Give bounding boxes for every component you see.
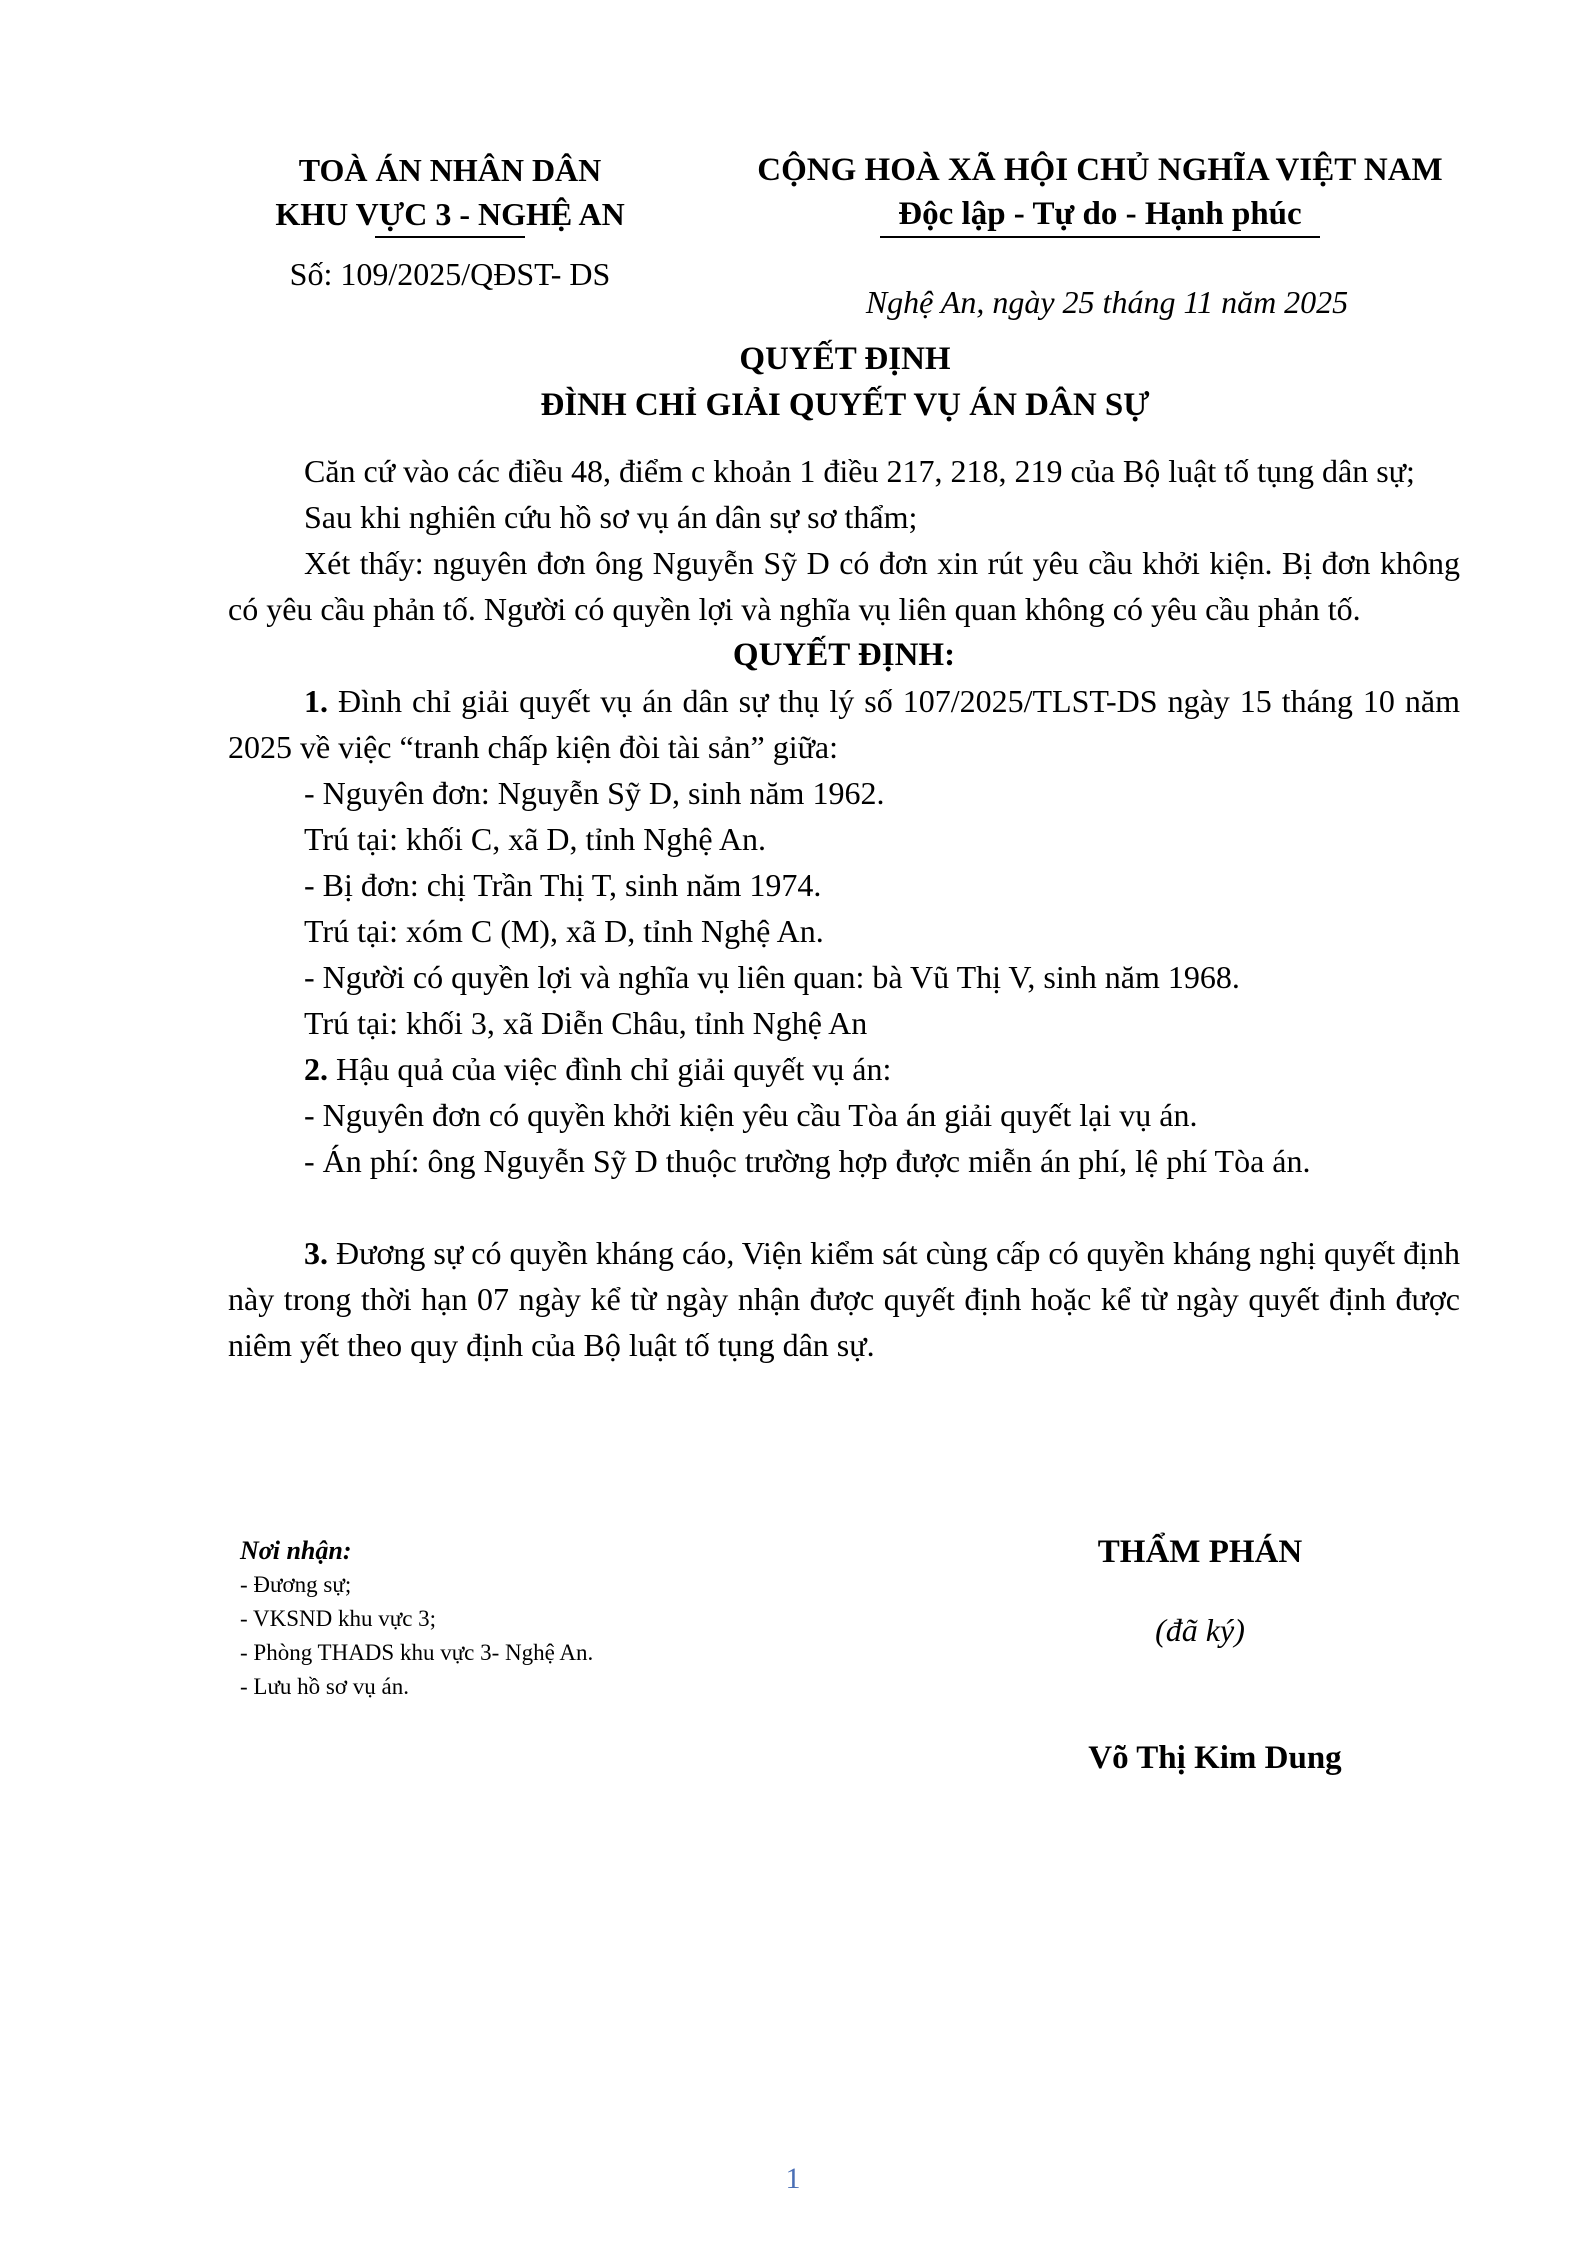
document-number: Số: 109/2025/QĐST- DS xyxy=(289,256,611,292)
item-2-text: Hậu quả của việc đình chỉ giải quyết vụ án: xyxy=(328,1051,892,1087)
defendant: - Bị đơn: chị Trần Thị T, sinh năm 1974. xyxy=(304,867,822,903)
nation-title: CỘNG HOÀ XÃ HỘI CHỦ NGHĨA VIỆT NAM xyxy=(757,152,1443,188)
document-body xyxy=(228,448,1460,1368)
title-line1: QUYẾT ĐỊNH xyxy=(739,341,951,377)
preamble-finding: Xét thấy: nguyên đơn ông Nguyễn Sỹ D có đơn xin rút yêu cầu khởi kiện. Bị đơn không có yêu cầu phản tố. Người có quyền lợi và nghĩa vụ liên quan không có yêu cầu phản tố. xyxy=(228,545,1460,627)
related-party: - Người có quyền lợi và nghĩa vụ liên quan: bà Vũ Thị V, sinh năm 1968. xyxy=(304,959,1240,995)
court-name-line1: TOÀ ÁN NHÂN DÂN xyxy=(298,152,602,188)
national-header xyxy=(725,148,1475,324)
signer-role: THẨM PHÁN xyxy=(1097,1534,1303,1570)
item-1-text: Đình chỉ giải quyết vụ án dân sự thụ lý số 107/2025/TLST-DS ngày 15 tháng 10 năm 2025 về việc “tranh chấp kiện đòi tài sản” giữa: xyxy=(228,683,1460,765)
national-motto: Độc lập - Tự do - Hạnh phúc xyxy=(898,196,1302,232)
court-header xyxy=(230,148,670,296)
item-1-number: 1. xyxy=(304,683,328,719)
preamble-legal-basis: Căn cứ vào các điều 48, điểm c khoản 1 điều 217, 218, 219 của Bộ luật tố tụng dân sự; xyxy=(304,453,1415,489)
decision-item-2 xyxy=(228,1046,1460,1092)
consequence-refile: - Nguyên đơn có quyền khởi kiện yêu cầu Tòa án giải quyết lại vụ án. xyxy=(304,1097,1198,1133)
plaintiff-address: Trú tại: khối C, xã D, tỉnh Nghệ An. xyxy=(304,821,766,857)
paragraph-gap xyxy=(228,1184,1460,1230)
item-3-text: Đương sự có quyền kháng cáo, Viện kiểm sát cùng cấp có quyền kháng nghị quyết định này trong thời hạn 07 ngày kể từ ngày nhận được quyết định hoặc kể từ ngày quyết định được niêm yết theo quy định của Bộ luật tố tụng dân sự. xyxy=(228,1235,1460,1363)
plaintiff: - Nguyên đơn: Nguyễn Sỹ D, sinh năm 1962. xyxy=(304,775,885,811)
decision-heading: QUYẾT ĐỊNH: xyxy=(732,637,956,673)
consequence-fees: - Án phí: ông Nguyễn Sỹ D thuộc trường hợp được miễn án phí, lệ phí Tòa án. xyxy=(304,1143,1311,1179)
title-line2: ĐÌNH CHỈ GIẢI QUYẾT VỤ ÁN DÂN SỰ xyxy=(540,387,1150,423)
recipient-item: - Lưu hồ sơ vụ án. xyxy=(240,1674,409,1699)
place-date: Nghệ An, ngày 25 tháng 11 năm 2025 xyxy=(865,284,1349,320)
recipients-block xyxy=(240,1534,800,1704)
signature-block xyxy=(1000,1530,1400,1780)
decision-item-3 xyxy=(228,1230,1460,1368)
item-3-number: 3. xyxy=(304,1235,328,1271)
court-name-line2: KHU VỰC 3 - NGHỆ AN xyxy=(275,196,625,232)
document-title xyxy=(230,336,1460,428)
recipient-item: - Đương sự; xyxy=(240,1572,352,1597)
court-header-underline xyxy=(375,236,525,238)
signer-name: Võ Thị Kim Dung xyxy=(1088,1740,1342,1776)
item-2-number: 2. xyxy=(304,1051,328,1087)
related-party-address: Trú tại: khối 3, xã Diễn Châu, tỉnh Nghệ An xyxy=(304,1005,868,1041)
recipient-item: - VKSND khu vực 3; xyxy=(240,1606,437,1631)
defendant-address: Trú tại: xóm C (M), xã D, tỉnh Nghệ An. xyxy=(304,913,824,949)
motto-underline xyxy=(880,236,1320,238)
recipients-label: Nơi nhận: xyxy=(240,1536,352,1565)
recipient-item: - Phòng THADS khu vực 3- Nghệ An. xyxy=(240,1640,594,1665)
decision-item-1 xyxy=(228,678,1460,770)
signed-note: (đã ký) xyxy=(1155,1612,1245,1648)
page-number: 1 xyxy=(785,2162,801,2195)
preamble-review: Sau khi nghiên cứu hồ sơ vụ án dân sự sơ thẩm; xyxy=(304,499,918,535)
